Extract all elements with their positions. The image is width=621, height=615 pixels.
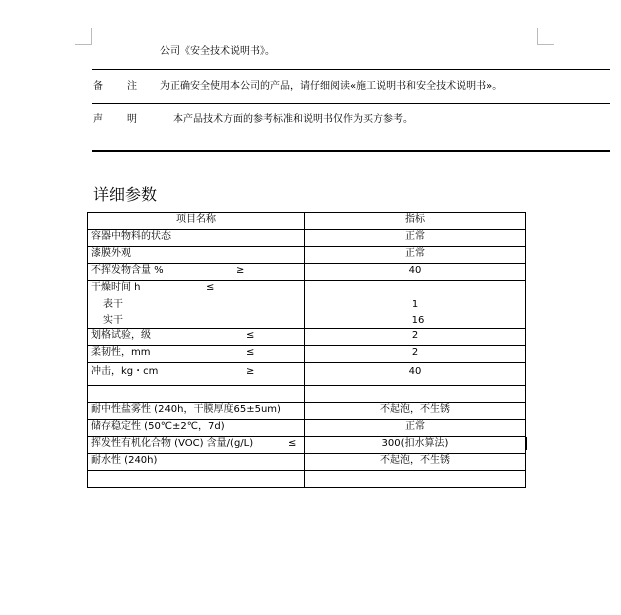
row-name-cell [88,281,305,329]
row-value: 1 [411,299,419,310]
row-name: 耐中性盐雾性 (240h，干膜厚度65±5um) [88,403,305,420]
crop-mark-top-right [537,28,554,45]
row-name: 不挥发物含量 % [91,265,164,276]
comparison-symbol: ≤ [206,282,215,293]
row-value: 正常 [305,420,526,437]
row-name-cell [88,437,305,454]
row-value: 正常 [305,230,526,247]
section-title: 详细参数 [93,185,158,204]
row-name-cell [88,329,305,346]
table-row [88,403,526,420]
parameters-table [87,212,526,488]
note-label-1: 备 [93,81,103,92]
row-name [88,471,305,488]
row-value: 16 [411,315,425,326]
table-row [88,230,526,247]
row-name: 容器中物料的状态 [88,230,305,247]
subitem-surface-dry: 表干 [103,299,123,310]
row-value: 300(扣水算法) [305,437,526,454]
table-header-row [88,213,526,230]
statement-label-2: 明 [127,114,137,125]
note-label-2: 注 [127,81,137,92]
table-row-drying-time [88,281,526,329]
row-value: 2 [305,346,526,363]
row-name: 漆膜外观 [88,247,305,264]
row-value: 不起泡，不生锈 [305,454,526,471]
row-name: 挥发性有机化合物 (VOC) 含量/(g/L) [91,438,254,449]
statement-text: 本产品技术方面的参考标准和说明书仅作为买方参考。 [173,114,413,125]
row-value [305,471,526,488]
row-value: 2 [305,329,526,346]
header-cell-item: 项目名称 [88,213,305,230]
comparison-symbol: ≤ [246,330,255,341]
statement-label-1: 声 [93,114,103,125]
comparison-symbol: ≥ [246,366,255,377]
table-row [88,363,526,386]
row-value [305,386,526,403]
header-cell-value: 指标 [305,213,526,230]
note-text: 为正确安全使用本公司的产品，请仔细阅读«施工说明书和安全技术说明书»。 [160,81,503,92]
row-name: 冲击，kg・cm [91,366,159,377]
row-name: 耐水性 (240h) [88,454,305,471]
comparison-symbol: ≤ [246,347,255,358]
table-row [88,454,526,471]
header-line-1: 公司《安全技术说明书》。 [160,46,275,57]
row-name: 储存稳定性 (50℃±2℃，7d) [88,420,305,437]
comparison-symbol: ≥ [236,265,245,276]
table-row [88,346,526,363]
row-name: 划格试验，级 [91,330,151,341]
divider-3 [92,150,610,152]
row-value: 不起泡，不生锈 [305,403,526,420]
comparison-symbol: ≤ [288,438,297,449]
row-name-cell [88,264,305,281]
table-row [88,329,526,346]
row-name [88,386,305,403]
table-row [88,264,526,281]
row-value: 40 [305,264,526,281]
table-row-empty [88,386,526,403]
subitem-hard-dry: 实干 [103,315,123,326]
row-name-cell [88,363,305,386]
cell-cursor-bar [525,437,527,450]
row-value: 正常 [305,247,526,264]
row-value: 40 [305,363,526,386]
divider-2 [92,103,610,104]
row-value-cell [305,281,526,329]
row-name-cell [88,346,305,363]
row-name: 干燥时间 h [91,282,141,293]
table-row [88,247,526,264]
row-name: 柔韧性，mm [91,347,151,358]
table-row [88,420,526,437]
table-row-empty [88,471,526,488]
crop-mark-top-left [75,28,92,45]
table-row [88,437,526,454]
divider-1 [92,69,610,70]
